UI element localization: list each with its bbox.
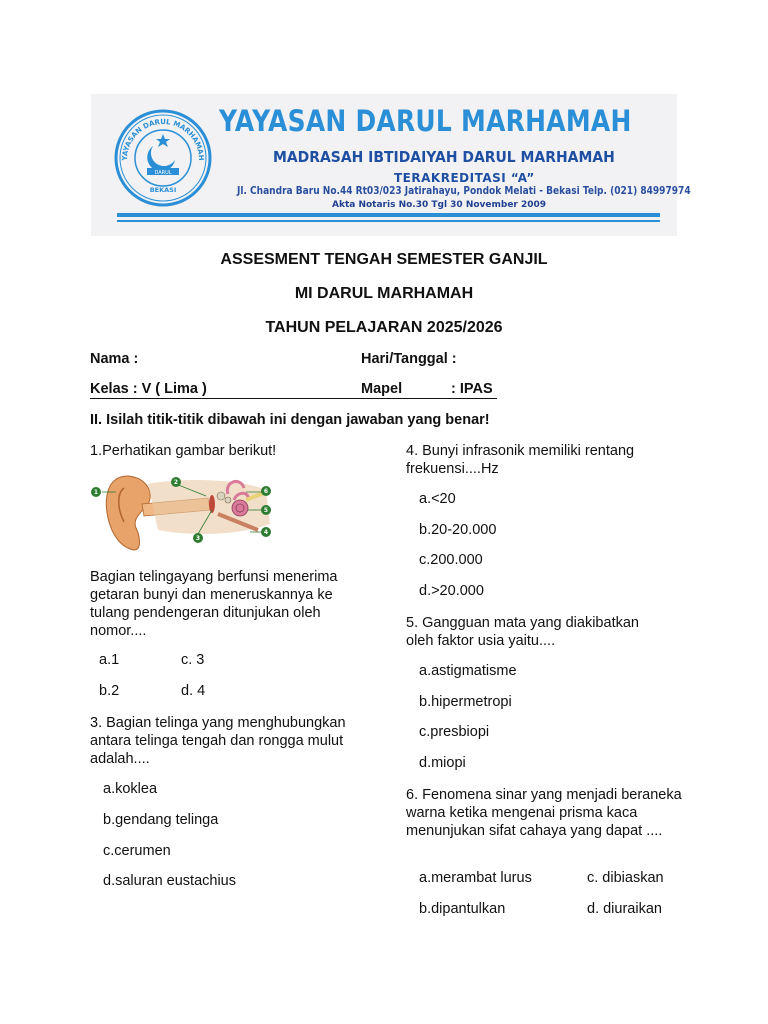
q3-option-a: a.koklea	[103, 781, 158, 797]
q4-option-a: a.<20	[419, 491, 456, 507]
school-name: MADRASAH IBTIDAIYAH DARUL MARHAMAH	[273, 148, 615, 166]
ear-label-6: 6	[263, 488, 269, 495]
q1-option-a: a.1	[99, 652, 120, 668]
ear-label-4: 4	[263, 529, 269, 536]
q3-text: 3. Bagian telinga yang menghubungkan antara telinga tengah dan rongga mulut adalah....	[90, 715, 346, 767]
q1-option-c: c. 3	[181, 652, 205, 668]
q3-option-b: b.gendang telinga	[103, 812, 219, 828]
logo-bottom-text: BEKASI	[149, 186, 177, 194]
q1-text: Bagian telingayang berfunsi menerima getaran bunyi dan meneruskannya ke tulang pendengeran ditunjukan oleh nomor....	[90, 569, 338, 639]
q6-option-d: d. diuraikan	[587, 901, 662, 917]
ear-label-2: 2	[173, 479, 179, 486]
ear-diagram	[88, 470, 288, 552]
q4-option-b: b.20-20.000	[419, 522, 497, 538]
school-address: Jl. Chandra Baru No.44 Rt03/023 Jatirahayu, Pondok Melati - Bekasi Telp. (021) 84997974	[237, 185, 691, 197]
mapel-underline	[361, 398, 497, 399]
hari-tanggal-label: Hari/Tanggal :	[361, 351, 457, 367]
nama-label: Nama :	[90, 351, 139, 367]
kelas-label: Kelas : V ( Lima )	[90, 381, 207, 397]
exam-title: ASSESMENT TENGAH SEMESTER GANJIL	[220, 251, 548, 268]
mapel-value: : IPAS	[451, 381, 493, 397]
q4-text: 4. Bunyi infrasonik memiliki rentang frekuensi....Hz	[406, 443, 635, 477]
q6-option-c: c. dibiaskan	[587, 870, 664, 886]
q1-option-d: d. 4	[181, 683, 206, 699]
ear-label-5: 5	[263, 507, 269, 514]
ear-label-1: 1	[93, 489, 99, 496]
letterhead	[91, 94, 691, 236]
academic-year: TAHUN PELAJARAN 2025/2026	[265, 319, 503, 336]
q6-text: 6. Fenomena sinar yang menjadi beraneka warna ketika mengenai prisma kaca menunjukan sifat cahaya yang dapat ....	[406, 787, 682, 839]
notary-info: Akta Notaris No.30 Tgl 30 November 2009	[332, 200, 547, 210]
foundation-name: YAYASAN DARUL MARHAMAH	[219, 104, 632, 138]
school-logo	[113, 108, 213, 208]
q1-option-b: b.2	[99, 683, 120, 699]
q3-option-c: c.cerumen	[103, 843, 171, 859]
q5-text: 5. Gangguan mata yang diakibatkan oleh faktor usia yaitu....	[406, 615, 639, 649]
mapel-label: Mapel	[361, 381, 403, 397]
logo-banner-text: DARUL	[154, 170, 172, 176]
kelas-underline	[90, 398, 361, 399]
q5-option-a: a.astigmatisme	[419, 663, 517, 679]
letterhead-rule-thick	[117, 213, 660, 217]
q4-option-c: c.200.000	[419, 552, 483, 568]
q4-option-d: d.>20.000	[419, 583, 484, 599]
accreditation: TERAKREDITASI “A”	[394, 171, 535, 185]
ear-label-3: 3	[195, 535, 201, 542]
q5-option-b: b.hipermetropi	[419, 694, 512, 710]
q5-option-d: d.miopi	[419, 755, 466, 771]
instruction: II. Isilah titik-titik dibawah ini dengan jawaban yang benar!	[90, 412, 490, 428]
q6-option-a: a.merambat lurus	[419, 870, 532, 886]
school-title: MI DARUL MARHAMAH	[294, 285, 474, 302]
q3-option-d: d.saluran eustachius	[103, 873, 236, 889]
q6-option-b: b.dipantulkan	[419, 901, 506, 917]
letterhead-rule-thin	[117, 220, 660, 222]
q5-option-c: c.presbiopi	[419, 724, 490, 740]
q1-intro: 1.Perhatikan gambar berikut!	[90, 443, 277, 459]
logo-ring-text: YAYASAN DARUL MARHAMAH	[120, 117, 206, 161]
